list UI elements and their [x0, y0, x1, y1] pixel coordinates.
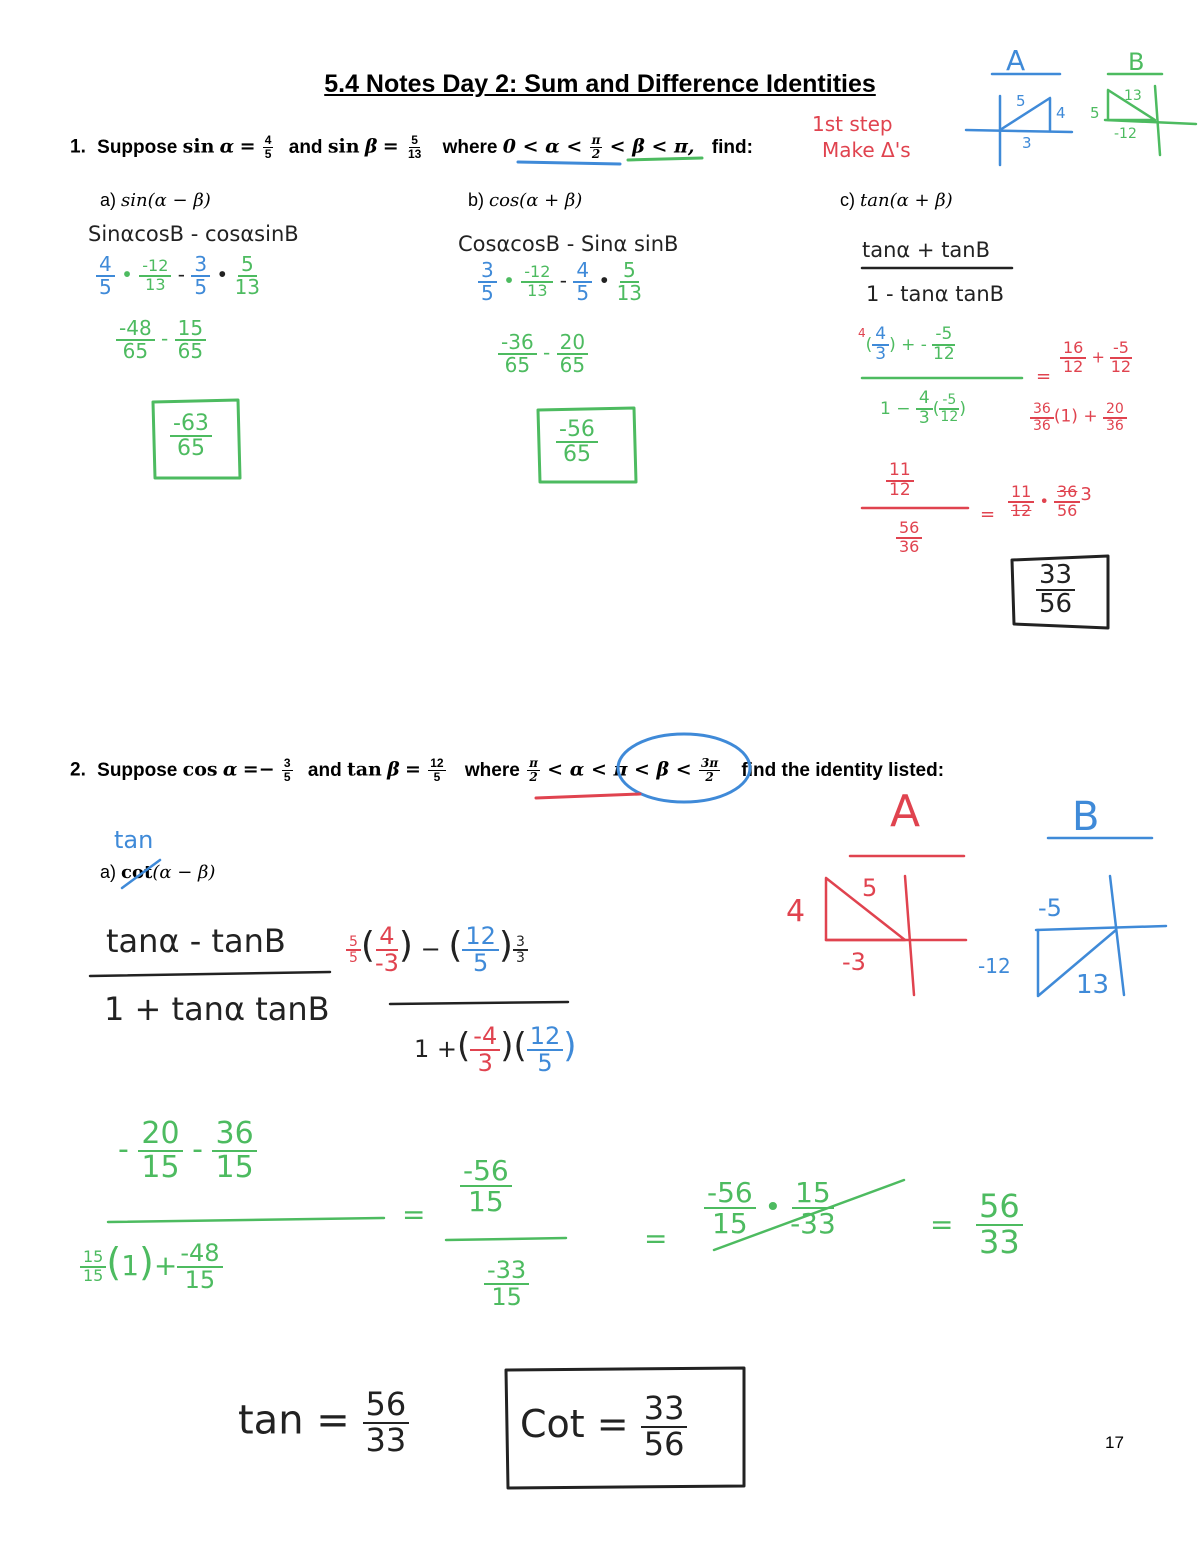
find-text: find the identity listed: [741, 759, 945, 781]
p2-tri-b-hyp: 13 [1076, 970, 1110, 1000]
b-answer: $\frac{-56}{65}$ [556, 418, 598, 466]
c-mult: $\frac{11}{12}$ • $\frac{36}{56}$ 3 [1008, 484, 1092, 520]
green-underline [628, 158, 702, 160]
suppose-text: Suppose [97, 759, 178, 781]
p2-tri-b-opp: -5 [1038, 894, 1062, 922]
three-pi-half-fraction: $\frac{3\pi}{2}$ [700, 756, 719, 784]
pi-half-fraction: $\frac{\pi}{2}$ [591, 133, 601, 161]
alpha-symbol: α [222, 758, 238, 781]
c-sub-num: $^4$( $\frac{4}{3}$ ) + - $\frac{-5}{12}$ [858, 324, 955, 364]
p2-tri-a-yaxis [905, 876, 914, 995]
b-formula: CosαcosB - Sinα sinB [458, 232, 679, 256]
p2-green-bar [108, 1218, 384, 1222]
p2-tri-b-adj: -12 [978, 954, 1011, 978]
a-substitution: $\frac{4}{5}$ • $\frac{-12}{13}$ - $\frac{3}{5}$ • $\frac{5}{13}$ [96, 254, 260, 298]
p2-green-k: $\frac{-56}{15}$ • $\frac{15}{-33}$ [704, 1178, 836, 1239]
p2-sub-num: $\frac{5}{5}$ ( $\frac{4}{-3}$ ) − ( $\frac{12}{5}$ ) $\frac{3}{3}$ [346, 924, 528, 976]
beta-symbol: β [364, 135, 378, 158]
page-title: 5.4 Notes Day 2: Sum and Difference Identities [324, 70, 876, 98]
p2-green-final: $\frac{56}{33}$ [976, 1190, 1023, 1259]
c-red-num: $\frac{16}{12}$ + $\frac{-5}{12}$ [1060, 340, 1132, 376]
tri-b-label: B [1128, 48, 1145, 76]
c-simp-den: $\frac{56}{36}$ [896, 520, 922, 556]
c-formula-den: 1 - tanα tanB [866, 282, 1005, 306]
p2-tri-b-label: B [1072, 794, 1100, 840]
p2-tri-b-xaxis [1036, 926, 1166, 930]
blue-underline [518, 162, 620, 164]
problem-1-part-b: b) cos(α + β) [468, 190, 583, 211]
sin-fn: sin [182, 135, 215, 158]
c-sub-den: 1 − $\frac{4}{3}$ ( $\frac{-5}{12}$ ) [880, 388, 966, 428]
c-red-den: $\frac{36}{36}$ (1) + $\frac{20}{36}$ [1030, 402, 1127, 433]
tri-b-adj: -12 [1114, 126, 1137, 142]
a-formula: SinαcosB - cosαsinB [88, 222, 299, 246]
tan-fn: tan [346, 758, 382, 781]
pi-half-fraction: $\frac{\pi}{2}$ [529, 756, 538, 784]
and-text: and [288, 136, 323, 158]
p2-green-num: - $\frac{20}{15}$ - $\frac{36}{15}$ [118, 1118, 257, 1183]
p2-green-h2: $\frac{-33}{15}$ [484, 1258, 529, 1310]
b-step: $\frac{-36}{65}$ - $\frac{20}{65}$ [498, 332, 588, 376]
equals-sign: = [239, 135, 256, 158]
beta-symbol: β [387, 758, 400, 781]
alpha-symbol: α [219, 135, 235, 158]
p2-eq-2: = [644, 1222, 668, 1255]
sin-beta-fraction: $\frac{5}{13}$ [407, 133, 422, 161]
note-1st-step: 1st step [812, 112, 893, 136]
red-underline [536, 794, 640, 798]
equals-sign: = [242, 758, 259, 781]
problem-1-part-a: a) sin(α − β) [100, 190, 211, 211]
minus-sign: − [258, 758, 275, 781]
p2-green-den: $\frac{15}{15}$ (1)+ $\frac{-48}{15}$ [80, 1240, 223, 1293]
a-answer: $\frac{-63}{65}$ [170, 412, 212, 460]
p2-formula-den: 1 + tanα tanB [104, 990, 330, 1028]
b-substitution: $\frac{3}{5}$ • $\frac{-12}{13}$ - $\frac{4}{5}$ • $\frac{5}{13}$ [478, 260, 642, 304]
p2-formula-num: tanα - tanB [106, 922, 286, 960]
p2-green-h1: $\frac{-56}{15}$ [460, 1156, 512, 1217]
p2-green-bar-2 [446, 1238, 566, 1240]
tri-a-label: A [1006, 44, 1026, 77]
tri-b-hyp: 13 [1124, 88, 1142, 104]
tan-correction: tan [114, 826, 154, 854]
tan-beta-fraction: $\frac{12}{5}$ [430, 756, 444, 784]
c-eq: = [1036, 366, 1052, 387]
p2-tri-b-yaxis [1110, 876, 1124, 995]
problem-1-part-c: c) tan(α + β) [840, 190, 953, 211]
condition-left: 0 < α < [502, 135, 583, 158]
sin-fn-2: sin [327, 135, 360, 158]
c-answer: $\frac{33}{56}$ [1036, 562, 1075, 619]
p2-formula-bar [90, 972, 330, 976]
and-text: and [307, 759, 342, 781]
final-cot: Cot = $\frac{33}{56}$ [520, 1392, 687, 1461]
note-make-triangles: Make Δ's [822, 138, 911, 162]
problem-number: 1. [70, 136, 86, 158]
problem-number: 2. [70, 759, 86, 781]
condition-right: < β < π, [609, 135, 695, 158]
tri-b-opp: 5 [1090, 104, 1100, 122]
p2-tri-a-hyp: 5 [862, 874, 878, 902]
sin-alpha-fraction: $\frac{4}{5}$ [264, 133, 272, 161]
c-formula-num: tanα + tanB [862, 238, 991, 262]
p2-tri-a-label: A [890, 786, 921, 837]
c-eq-2: = [980, 504, 996, 525]
p2-eq-3: = [930, 1208, 954, 1241]
tri-a-opp: 4 [1056, 104, 1066, 122]
equals-sign-2: = [382, 135, 399, 158]
where-text: where [464, 759, 520, 781]
crossed-cot: cot [121, 862, 153, 883]
problem-2-part-a: a) cot(α − β) [100, 862, 216, 883]
equals-sign-2: = [405, 758, 421, 781]
cos-alpha-fraction: $\frac{3}{5}$ [283, 756, 291, 784]
a-step: $\frac{-48}{65}$ - $\frac{15}{65}$ [116, 318, 206, 362]
p2-sub-bar [390, 1002, 568, 1004]
p2-tri-a-adj: -3 [842, 948, 866, 976]
p2-eq-1: = [402, 1198, 426, 1231]
find-text: find: [711, 136, 753, 158]
tri-a-hyp: 5 [1016, 92, 1026, 110]
final-tan: tan = $\frac{56}{33}$ [238, 1388, 409, 1457]
tri-a-xaxis [966, 130, 1072, 132]
c-simp-num: $\frac{11}{12}$ [886, 462, 914, 500]
p2-sub-den: 1 +( $\frac{-4}{3}$ )( $\frac{12}{5}$ ) [414, 1022, 577, 1078]
cos-fn: cos [182, 758, 218, 781]
condition-mid: < α < π < β < [547, 758, 692, 781]
p2-tri-a-opp: 4 [786, 894, 806, 929]
where-text: where [442, 136, 498, 158]
suppose-text: Suppose [97, 136, 178, 158]
blue-circle [618, 734, 750, 802]
tri-a-adj: 3 [1022, 134, 1032, 152]
cot-cross [122, 860, 160, 888]
page-number: 17 [1105, 1433, 1124, 1452]
